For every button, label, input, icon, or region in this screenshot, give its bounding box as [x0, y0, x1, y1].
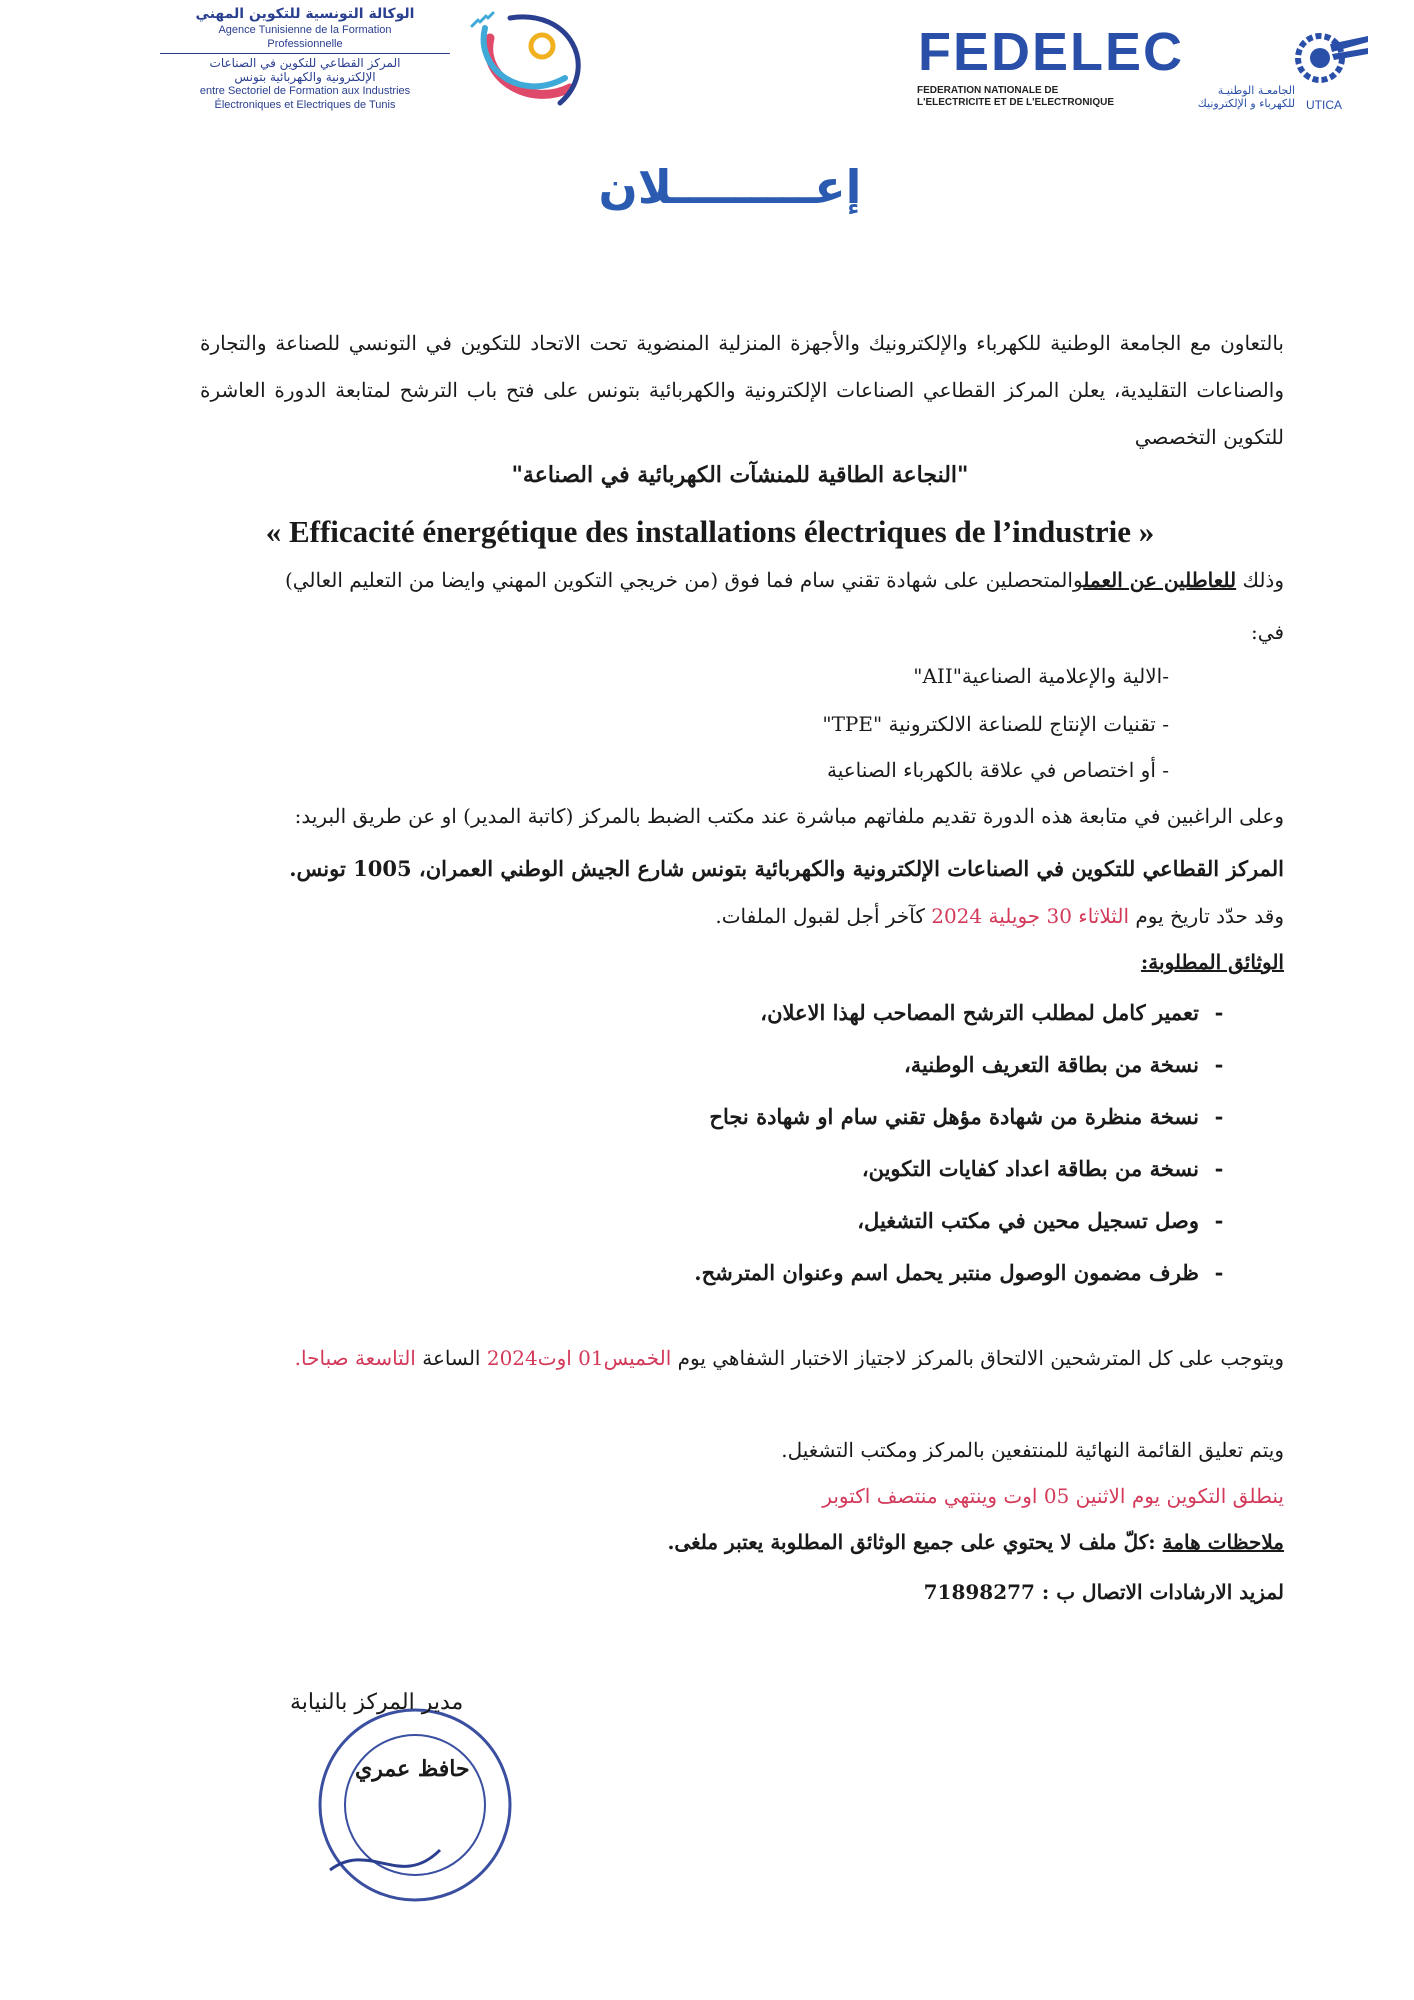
bullet-dash: -: [1214, 1156, 1224, 1181]
bullet-dash: -: [1214, 1000, 1224, 1025]
notes-line: [667, 1530, 1284, 1554]
postal-address: المركز القطاعي للتكوين في الصناعات الإلكترونية والكهربائية بتونس شارع الجيش الوطني العمران، 1005 تونس.: [289, 856, 1284, 881]
fedelec-name-fr: [917, 85, 1114, 109]
exam-time: التاسعة صباحا.: [294, 1346, 416, 1370]
course-title-fr: « Efficacité énergétique des installations électriques de l’industrie »: [265, 514, 1155, 549]
document-item: [760, 1000, 1239, 1025]
bullet-dash: -: [1214, 1104, 1224, 1129]
official-stamp: [310, 1700, 520, 1910]
document-text: نسخة من بطاقة التعريف الوطنية،: [903, 1052, 1199, 1077]
notes-label: ملاحظات هامة: [1162, 1530, 1284, 1554]
fedelec-name-ar-1: الجامعـة الوطنيـة: [1217, 84, 1295, 97]
center-name-fr-2: Électroniques et Electriques de Tunis: [214, 99, 396, 111]
utica-logo-icon: [1290, 28, 1370, 88]
center-name-ar-1: المركز القطاعي للتكوين في الصناعات: [209, 56, 401, 70]
document-text: وصل تسجيل محين في مكتب التشغيل،: [857, 1208, 1199, 1233]
center-name-ar-2: الإلكترونية والكهربائية بتونس: [234, 70, 376, 84]
atfp-name-fr-2: Professionnelle: [267, 38, 343, 50]
bullet-dash: -: [1214, 1260, 1224, 1285]
field-item: - تقنيات الإنتاج للصناعة الالكترونية "TPE": [822, 712, 1169, 736]
exam-mid: الساعة: [415, 1346, 487, 1370]
field-item: - أو اختصاص في علاقة بالكهرباء الصناعية: [826, 758, 1169, 782]
final-list-line: ويتم تعليق القائمة النهائية للمنتفعين بالمركز ومكتب التشغيل.: [781, 1438, 1284, 1462]
fedelec-name-fr-2: L'ELECTRICITE ET DE L'ELECTRONIQUE: [917, 97, 1114, 108]
apply-instructions: وعلى الراغبين في متابعة هذه الدورة تقديم ملفاتهم مباشرة عند مكتب الضبط بالمركز (كاتبة المدير) او عن طريق البريد:: [294, 804, 1284, 828]
document-item: [857, 1208, 1239, 1233]
intro-paragraph: بالتعاون مع الجامعة الوطنية للكهرباء والإلكترونيك والأجهزة المنزلية المنضوية تحت الاتحاد للتكوين في التونسي للصناعة والتجارة والصناعات التقليدية، يعلن المركز القطاعي الصناعات الإلكترونية والكهربائية بتونس على فتح باب الترشح لمتابعة الدورة العاشرة للتكوين التخصصي: [200, 331, 1284, 449]
bullet-dash: -: [1214, 1208, 1224, 1233]
eligibility-fi: في:: [1251, 620, 1284, 644]
atfp-header: [160, 6, 450, 112]
document-item: [709, 1104, 1239, 1129]
bullet-dash: -: [1214, 1052, 1224, 1077]
exam-paragraph: [200, 1334, 1284, 1382]
header-divider: [160, 53, 450, 54]
atfp-name-ar: الوكالة التونسية للتكوين المهني: [195, 6, 415, 22]
document-text: نسخة منظرة من شهادة مؤهل تقني سام او شهادة نجاح: [709, 1104, 1199, 1129]
atfp-logo: [450, 8, 600, 118]
field-item: -الالية والإعلامية الصناعية"AII": [913, 664, 1169, 688]
contact-label: لمزيد الارشادات الاتصال ب :: [1034, 1580, 1284, 1604]
eligibility-prefix: وذلك: [1236, 568, 1284, 592]
fedelec-name-fr-1: FEDERATION NATIONALE DE: [917, 85, 1059, 96]
fedelec-name-ar-2: للكهرباء و الإلكترونيك: [1197, 97, 1295, 110]
exam-date: الخميس01 اوت2024: [486, 1346, 672, 1370]
atfp-name-fr-1: Agence Tunisienne de la Formation: [218, 24, 392, 36]
documents-title: الوثائق المطلوبة:: [1140, 950, 1284, 974]
deadline-suffix: كآخر أجل لقبول الملفات.: [715, 904, 932, 928]
exam-prefix: ويتوجب على كل المترشحين الالتحاق بالمركز لاجتياز الاختبار الشفاهي يوم: [671, 1346, 1284, 1370]
contact-line: [924, 1580, 1284, 1604]
utica-label: UTICA: [1306, 98, 1342, 112]
document-text: ظرف مضمون الوصول منتبر يحمل اسم وعنوان المترشح.: [694, 1260, 1199, 1285]
page-title: إعـــــــــلان: [598, 160, 862, 214]
notes-text: :كلّ ملف لا يحتوي على جميع الوثائق المطلوبة يعتبر ملغى.: [667, 1530, 1163, 1554]
signature-title: مدير المركز بالنيابة: [290, 1690, 464, 1715]
deadline-date: الثلاثاء 30 جويلية 2024: [931, 904, 1129, 928]
document-text: نسخة من بطاقة اعداد كفايات التكوين،: [861, 1156, 1199, 1181]
eligibility-rest: والمتحصلين على شهادة تقني سام فما فوق (من خريجي التكوين المهني وايضا من التعليم العالي): [284, 568, 1084, 592]
deadline-prefix: وقد حدّد تاريخ يوم: [1129, 904, 1284, 928]
signature-name: حافظ عمري: [355, 1756, 470, 1782]
fedelec-name-ar: [1135, 84, 1295, 110]
deadline-line: [715, 904, 1284, 928]
document-item: [904, 1052, 1239, 1077]
course-title-ar: "النجاعة الطاقية للمنشآت الكهربائية في الصناعة": [511, 462, 969, 488]
document-text: تعمير كامل لمطلب الترشح المصاحب لهذا الاعلان،: [760, 1000, 1199, 1025]
eligibility-unemployed: للعاطلين عن العمل: [1083, 568, 1237, 592]
training-period: ينطلق التكوين يوم الاثنين 05 اوت وينتهي منتصف اكتوبر: [822, 1484, 1284, 1508]
fedelec-wordmark: FEDELEC: [918, 22, 1185, 82]
document-item: [694, 1260, 1239, 1285]
contact-phone: 71898277: [923, 1580, 1035, 1604]
document-item: [862, 1156, 1239, 1181]
center-name-fr-1: entre Sectoriel de Formation aux Industries: [199, 85, 411, 97]
eligibility-line: [285, 568, 1284, 592]
